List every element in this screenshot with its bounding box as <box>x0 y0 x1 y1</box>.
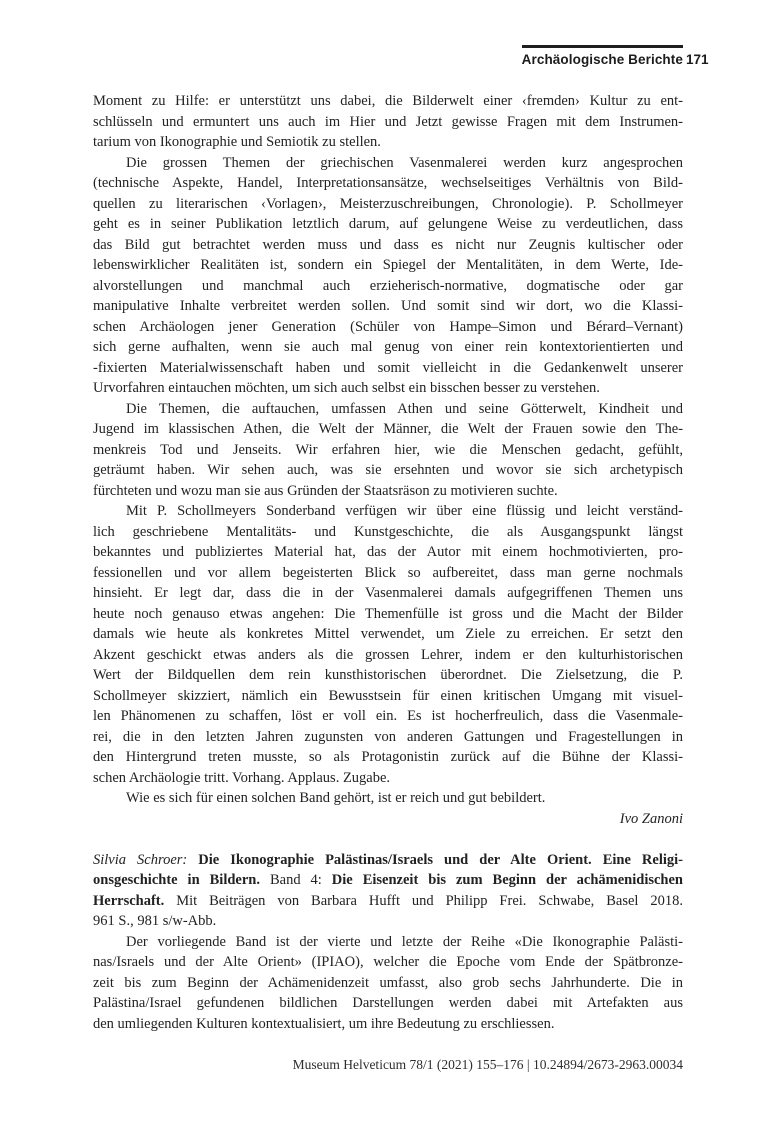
text-line <box>93 891 683 912</box>
heading-segment: Herrschaft. <box>93 892 165 909</box>
paragraph <box>93 153 683 399</box>
text-line: Urvorfahren eintauchen möchten, um sich auch selbst ein bisschen besser zu verstehen. <box>93 380 600 396</box>
review-text-schroer <box>93 850 683 1035</box>
section-title: Archäologische Berichte <box>522 45 683 67</box>
heading-segment: Mit Beiträgen von Barbara Hufft und Philipp Frei. Schwabe, Basel 2018. <box>164 892 683 909</box>
text-line <box>93 911 683 932</box>
running-head <box>93 45 709 69</box>
text-line: das Bild gut betrachtet werden muss und dass es nicht nur Zeugnis kultischer oder <box>93 236 683 253</box>
heading-segment: Silvia Schroer: <box>93 851 199 868</box>
text-line: manipulative Inhalte verbreitet werden sollen. Und somit sind wir dort, wo die Klassi- <box>93 298 683 314</box>
paragraph <box>93 850 683 932</box>
text-line <box>93 870 683 891</box>
text-line: zeit bis zum Beginn der Achämenidenzeit umfasst, also grob sechs Jahrhunderte. Die in <box>93 974 683 991</box>
text-line: geht es in seiner Publikation letztlich darum, auf gelungene Weise zu verdeutlichen, dass <box>93 216 683 232</box>
text-line: alvorstellungen und manchmal auch erzieherisch-normative, dogmatische oder gar <box>93 277 683 294</box>
heading-segment: onsgeschichte in Bildern. <box>93 872 260 888</box>
review-schroer <box>93 850 683 1035</box>
text-line: -fixierten Materialwissenschaft haben und somit vielleicht in die Gedankenwelt unserer <box>93 359 683 376</box>
text-line: Die grossen Themen der griechischen Vasenmalerei werden kurz angesprochen <box>126 154 683 171</box>
text-line: Der vorliegende Band ist der vierte und letzte der Reihe «Die Ikonographie Palästi- <box>126 933 683 950</box>
review-zanoni <box>93 91 683 829</box>
paragraph <box>93 399 683 502</box>
paragraph <box>93 91 683 153</box>
text-line: damals wie heute als konkretes Mittel verwendet, um Ziele zu erreichen. Er setzt den <box>93 626 683 642</box>
text-line: quellen zu literarischen ‹Vorlagen›, Meisterzuschreibungen, Chronologie). P. Schollmeyer <box>93 195 683 212</box>
review-text-zanoni <box>93 91 683 809</box>
journal-citation: Museum Helveticum 78/1 (2021) 155–176 | 10.24894/2673-2963.00034 <box>292 1057 683 1072</box>
text-line: sich gerne aufhalten, wenn sie auch mal genug von einer rein kontextorientierten und <box>93 339 683 355</box>
text-line: Jugend im klassischen Athen, die Welt der Männer, die Welt der Frauen sowie den The- <box>93 421 683 437</box>
text-line: schen Archäologen jener Generation (Schüler von Hampe–Simon und Bérard–Vernant) <box>93 318 683 335</box>
heading-segment: Die Ikonographie Palästinas/Israels und der Alte Orient. Eine Religi- <box>198 851 683 868</box>
text-line: Akzent geschickt etwas anders als die grossen Lehrer, indem er den kulturhistorischen <box>93 646 683 663</box>
page-number: 171 <box>686 52 709 67</box>
text-line: geträumt haben. Wir sehen auch, was sie ersehnten und wovor sie sich archetypisch <box>93 462 683 478</box>
text-line: heute noch genauso etwas angehen: Die Themenfülle ist gross und die Macht der Bilder <box>93 605 683 622</box>
text-line: Schollmeyer skizziert, nämlich ein Bewusstsein für einen kritischen Umgang mit visuel- <box>93 687 683 704</box>
text-line: (technische Aspekte, Handel, Interpretationsansätze, wechselseitiges Verhältnis von Bild- <box>93 175 683 191</box>
text-line: Wie es sich für einen solchen Band gehört, ist er reich und gut bebildert. <box>126 790 546 806</box>
section-gap <box>93 829 683 850</box>
text-line: nas/Israels und der Alte Orient» (IPIAO), welcher die Epoche vom Ende der Spätbronze- <box>93 954 683 970</box>
text-line: lebenswirklicher Realitäten ist, sondern ein Spiegel der Mentalitäten, in dem Werte, Ide- <box>93 257 683 273</box>
text-line: Moment zu Hilfe: er unterstützt uns dabei, die Bilderwelt einer ‹fremden› Kultur zu ent- <box>93 93 683 109</box>
text-line: hinsieht. Er legt dar, dass die in der Vasenmalerei damals aufgegriffenen Themen uns <box>93 585 683 601</box>
page-body <box>93 91 683 1034</box>
text-line <box>93 850 683 871</box>
reviewer-signature: Ivo Zanoni <box>619 810 683 827</box>
text-line: tarium von Ikonographie und Semiotik zu stellen. <box>93 134 381 150</box>
text-line: Wert der Bildquellen dem rein kunsthistorischen überordnet. Die Zielsetzung, die P. <box>93 667 683 683</box>
text-line: Mit P. Schollmeyers Sonderband verfügen wir über eine flüssig und leicht verständ- <box>126 503 683 519</box>
paragraph <box>93 932 683 1035</box>
text-line: Die Themen, die auftauchen, umfassen Athen und seine Götterwelt, Kindheit und <box>126 400 683 417</box>
text-line: bekanntes und publiziertes Material hat, das der Autor mit einem hochmotivierten, pro- <box>93 544 683 560</box>
heading-segment: Die Eisenzeit bis zum Beginn der achämenidischen <box>331 872 683 888</box>
text-line: lich geschriebene Mentalitäts- und Kunstgeschichte, die als Ausgangspunkt längst <box>93 523 683 540</box>
text-line: den umliegenden Kulturen kontextualisiert, um ihre Bedeutung zu erschliessen. <box>93 1015 555 1032</box>
text-line: schlüsseln und ermuntert uns auch im Hier und Jetzt gewisse Fragen mit dem Instrumen- <box>93 113 683 130</box>
text-line: menkreis Tod und Jenseits. Wir erfahren hier, wie die Menschen gedacht, gefühlt, <box>93 441 683 458</box>
heading-segment: Band 4: <box>259 872 332 888</box>
text-line: len Phänomenen zu schaffen, löst er voll ein. Es ist hocherfreulich, dass die Vasenmale- <box>93 708 683 724</box>
paragraph <box>93 501 683 788</box>
heading-segment: 961 S., 981 s/w-Abb. <box>93 913 217 929</box>
text-line: schen Archäologie tritt. Vorhang. Applaus. Zugabe. <box>93 769 391 786</box>
paragraph <box>93 788 683 809</box>
text-line: rei, die in den letzten Jahren zugunsten von anderen Gattungen und Fragestellungen in <box>93 728 683 745</box>
text-line: fürchteten und wozu man sie aus Gründen der Staatsräson zu motivieren suchte. <box>93 482 558 499</box>
text-line: den Hintergrund treten musste, so als Protagonistin zurück auf die Bühne der Klassi- <box>93 749 683 765</box>
text-line: fessionellen und vor allem begeisterten Blick so aufbereitet, dass man gerne nochmals <box>93 564 683 581</box>
text-line: Palästina/Israel gefundenen bildlichen Darstellungen werden dabei mit Artefakten aus <box>93 995 683 1011</box>
